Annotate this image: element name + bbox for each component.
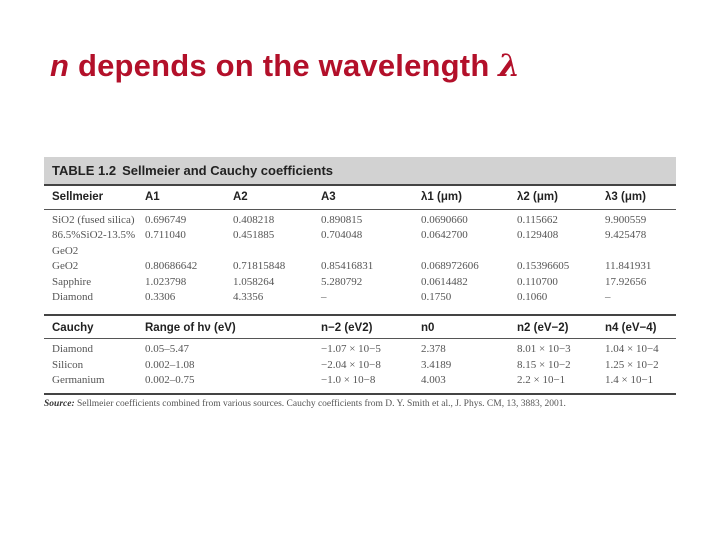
n0-header: n0	[413, 315, 509, 339]
value-cell: 0.408218	[233, 213, 275, 226]
value-cell: 0.129408	[517, 229, 559, 241]
table-row	[44, 259, 676, 275]
material-cell: Diamond	[52, 343, 93, 355]
material-cell: 86.5%SiO2-13.5%GeO2	[52, 229, 136, 257]
value-cell: 0.002–1.08	[145, 358, 195, 371]
table-number: TABLE 1.2	[52, 163, 117, 178]
material-cell: Germanium	[44, 373, 137, 394]
a1-header: A1	[137, 185, 225, 209]
value-cell: 0.0642700	[421, 229, 468, 241]
sellmeier-header: Sellmeier	[44, 185, 137, 209]
section-divider	[44, 306, 676, 315]
value-cell: 11.841931	[605, 260, 652, 272]
lambda1-header: λ1 (μm)	[413, 185, 509, 209]
a3-header: A3	[313, 185, 413, 209]
table-row	[44, 358, 676, 374]
value-cell: 8.01 × 10−3	[517, 343, 571, 355]
value-cell: 4.3356	[233, 291, 264, 303]
value-cell: 0.15396605	[517, 260, 570, 272]
title-lambda: λ	[498, 48, 521, 84]
value-cell: 0.451885	[233, 229, 275, 241]
table-row	[44, 209, 676, 228]
table-title: Sellmeier and Cauchy coefficients	[122, 163, 334, 178]
value-cell: 9.900559	[605, 213, 647, 226]
table-caption	[44, 157, 676, 184]
table-row	[44, 290, 676, 306]
value-cell: 1.023798	[145, 275, 187, 288]
sellmeier-header-row	[44, 185, 676, 209]
value-cell: 0.05–5.47	[145, 343, 189, 355]
value-cell: 0.890815	[321, 213, 363, 226]
cauchy-header: Cauchy	[44, 315, 137, 339]
source-label: Source:	[44, 398, 75, 409]
table-row	[44, 228, 676, 259]
value-cell: 0.711040	[145, 229, 186, 241]
n2-header: n2 (eV−2)	[509, 315, 597, 339]
value-cell: 1.25 × 10−2	[605, 358, 659, 371]
value-cell: 0.0690660	[421, 213, 468, 226]
value-cell: 0.0614482	[421, 275, 468, 288]
material-cell: Diamond	[52, 291, 93, 303]
value-cell: 0.068972606	[421, 260, 479, 272]
a2-header: A2	[225, 185, 313, 209]
range-header: Range of hν (eV)	[137, 315, 313, 339]
coefficients-table	[44, 157, 676, 409]
value-cell: 0.696749	[145, 213, 187, 226]
value-cell: 1.058264	[233, 275, 275, 288]
cauchy-header-row	[44, 315, 676, 339]
lambda3-header: λ3 (μm)	[597, 185, 676, 209]
value-cell: 0.115662	[517, 213, 558, 226]
value-cell: 9.425478	[605, 229, 647, 241]
table-row	[44, 339, 676, 358]
value-cell: –	[605, 291, 611, 303]
value-cell: −1.0 × 10−8	[313, 373, 413, 394]
lambda2-header: λ2 (μm)	[509, 185, 597, 209]
value-cell: 0.71815848	[233, 260, 286, 272]
value-cell: 17.92656	[605, 275, 647, 288]
title-text: depends on the wavelength	[69, 48, 499, 83]
value-cell: 8.15 × 10−2	[517, 358, 571, 371]
source-text: Sellmeier coefficients combined from various sources. Cauchy coefficients from D. Y. Smith et al., J. Phys. CM, 13, 3883, 2001.	[74, 398, 566, 409]
material-cell: SiO2 (fused silica)	[52, 213, 135, 226]
title-n: n	[50, 48, 70, 83]
value-cell: 0.1060	[517, 291, 548, 303]
value-cell: 0.1750	[421, 291, 452, 303]
value-cell: −1.07 × 10−5	[321, 343, 381, 355]
value-cell: 3.4189	[421, 358, 452, 371]
material-cell: GeO2	[52, 260, 79, 272]
value-cell: 2.2 × 10−1	[509, 373, 597, 394]
value-cell: 1.04 × 10−4	[605, 343, 659, 355]
value-cell: 0.002–0.75	[137, 373, 313, 394]
value-cell: 0.3306	[145, 291, 176, 303]
value-cell: 0.110700	[517, 275, 558, 288]
value-cell: 0.85416831	[321, 260, 374, 272]
material-cell: Sapphire	[52, 275, 92, 288]
value-cell: −2.04 × 10−8	[321, 358, 381, 371]
slide-title	[50, 48, 520, 84]
sellmeier-cauchy-grid	[44, 184, 676, 395]
value-cell: –	[321, 291, 327, 303]
material-cell: Silicon	[52, 358, 84, 371]
table-source-note	[44, 399, 676, 409]
n4-header: n4 (eV−4)	[597, 315, 676, 339]
value-cell: 0.80686642	[145, 260, 198, 272]
value-cell: 0.704048	[321, 229, 363, 241]
value-cell: 5.280792	[321, 275, 363, 288]
value-cell: 2.378	[421, 343, 446, 355]
value-cell: 4.003	[413, 373, 509, 394]
table-row	[44, 373, 676, 394]
n-minus2-header: n−2 (eV2)	[313, 315, 413, 339]
value-cell: 1.4 × 10−1	[597, 373, 676, 394]
table-row	[44, 275, 676, 291]
